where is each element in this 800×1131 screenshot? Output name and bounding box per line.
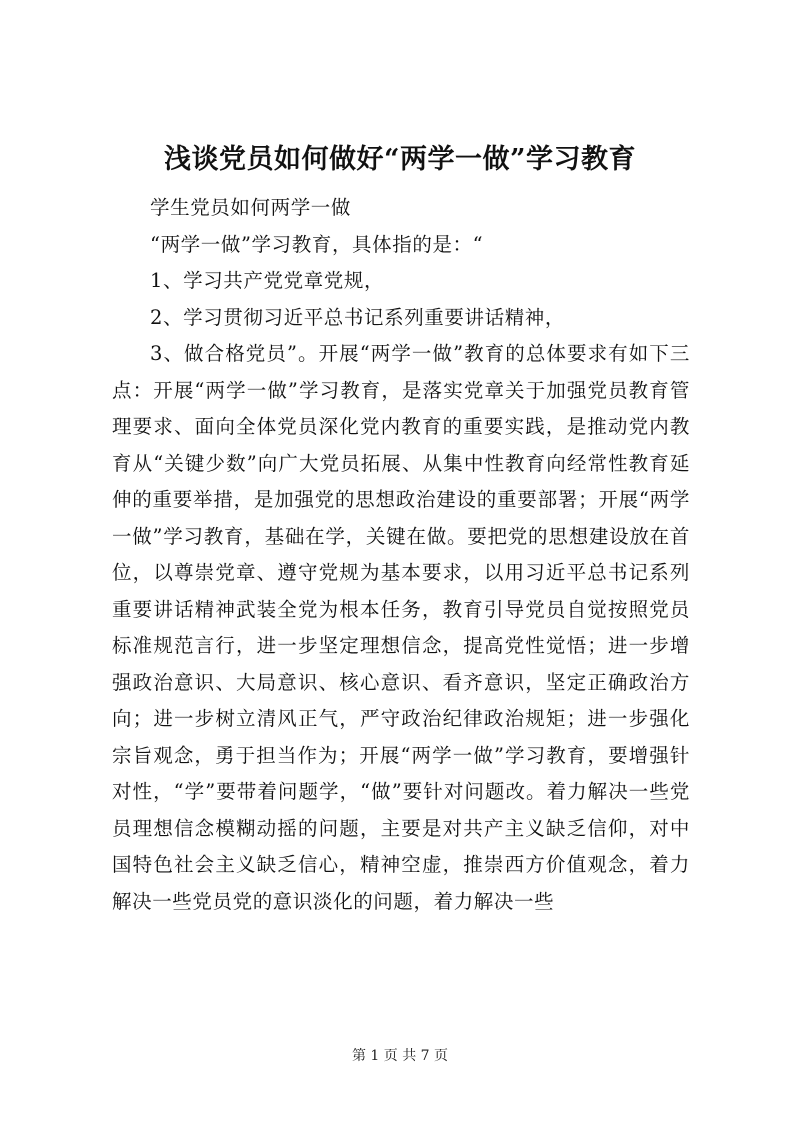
paragraph-2: “两学一做”学习教育，具体指的是：“ [150,232,484,256]
document-title: 浅谈党员如何做好“两学一做”学习教育 [163,144,637,175]
paragraph-5: 3、做合格党员”。开展“两学一做”教育的总体要求有如下三点：开展“两学一做”学习教育，是落实党章关于加强党员教育管理要求、面向全体党员深化党内教育的重要实践，是推动党内教育从“关键少数”向广大党员拓展、从集中性教育向经常性教育延伸的重要举措，是加强党的思想政治建设的重要部署；开展“两学一做”学习教育，基础在学，关键在做。要把党的思想建设放在首位，以尊崇党章、遵守党规为基本要求，以用习近平总书记系列重要讲话精神武装全党为根本任务，教育引导党员自觉按照党员标准规范言行，进一步坚定理想信念，提高党性觉悟；进一步增强政治意识、大局意识、核心意识、看齐意识，坚定正确政治方向；进一步树立清风正气，严守政治纪律政治规矩；进一步强化宗旨观念，勇于担当作为；开展“两学一做”学习教育，要增强针对性，“学”要带着问题学，“做”要针对问题改。着力解决一些党员理想信念模糊动摇的问题，主要是对共产主义缺乏信仰，对中国特色社会主义缺乏信心，精神空虚，推崇西方价值观念，着力解决一些党员党的意识淡化的问题，着力解决一些 [112,342,690,913]
paragraph-3: 1、学习共产党党章党规， [150,269,385,292]
page-footer: 第 1 页 共 7 页 [351,1048,449,1064]
paragraph-4: 2、学习贯彻习近平总书记系列重要讲话精神， [150,305,566,329]
document-body [112,190,690,920]
paragraph-1: 学生党员如何两学一做 [150,196,352,219]
